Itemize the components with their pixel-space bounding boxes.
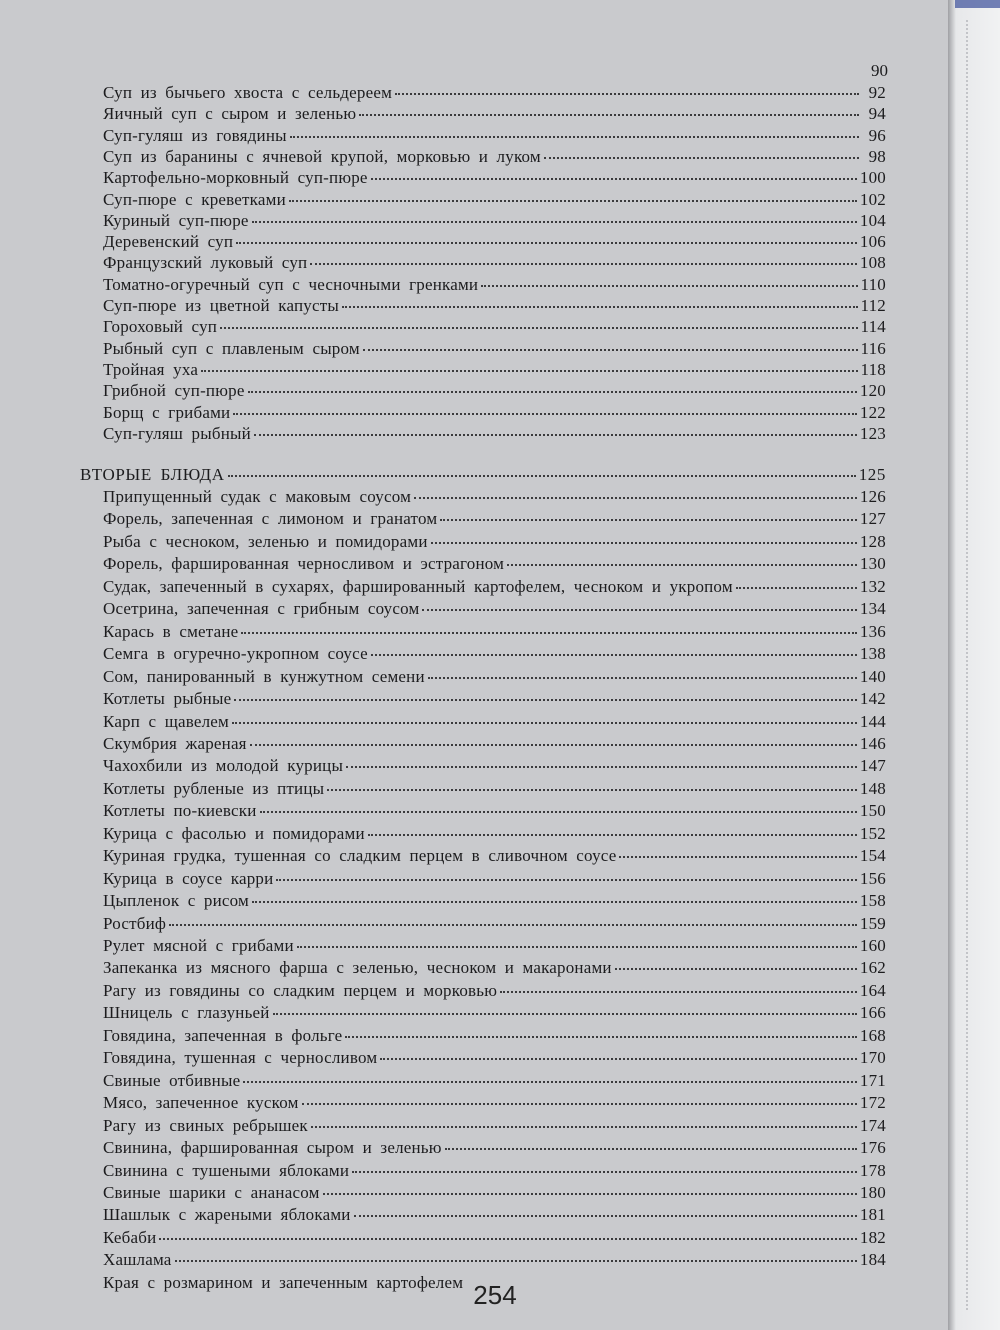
section-title: ВТОРЫЕ БЛЮДА bbox=[80, 465, 225, 484]
dot-leader bbox=[371, 178, 857, 180]
entry-page-number: 152 bbox=[859, 823, 886, 843]
dot-leader bbox=[252, 221, 857, 223]
toc-entry bbox=[103, 778, 886, 799]
entry-title: Суп-пюре из цветной капусты bbox=[103, 296, 339, 315]
dot-leader bbox=[169, 924, 857, 926]
toc-entry bbox=[103, 423, 886, 444]
dot-leader bbox=[431, 542, 857, 544]
toc-entry bbox=[103, 935, 886, 956]
entry-title: Запеканка из мясного фарша с зеленью, чесноком и макаронами bbox=[103, 958, 612, 978]
entry-title: Тройная уха bbox=[103, 359, 199, 379]
toc-entry bbox=[103, 1137, 886, 1158]
toc-entry bbox=[103, 486, 886, 507]
toc-entry bbox=[103, 252, 886, 273]
dot-leader bbox=[250, 744, 857, 746]
toc-entry bbox=[103, 733, 886, 754]
toc-leading-page-number: 90 bbox=[871, 61, 888, 80]
dot-leader bbox=[342, 306, 858, 308]
entry-title: Шашлык с жареными яблоками bbox=[103, 1205, 351, 1225]
entry-title: Суп из бычьего хвоста с сельдереем bbox=[103, 83, 393, 102]
entry-title: Деревенский суп bbox=[103, 232, 234, 252]
entry-page-number: 142 bbox=[859, 689, 886, 709]
entry-title: Свиные шарики с ананасом bbox=[103, 1182, 320, 1202]
entry-title: Свиные отбивные bbox=[103, 1070, 241, 1090]
dot-leader bbox=[500, 991, 857, 993]
dot-leader bbox=[254, 434, 857, 436]
toc-section-heading bbox=[80, 464, 886, 485]
dot-leader bbox=[507, 564, 857, 566]
entry-page-number: 104 bbox=[859, 210, 886, 230]
entry-page-number: 180 bbox=[859, 1182, 886, 1202]
dot-leader bbox=[201, 370, 857, 372]
cover-edge bbox=[955, 0, 1000, 8]
entry-title: Суп-пюре с креветками bbox=[103, 189, 286, 209]
book-page-right-edge bbox=[948, 0, 1000, 1330]
entry-page-number: 94 bbox=[868, 104, 886, 124]
entry-page-number: 172 bbox=[859, 1093, 886, 1113]
entry-title: Говядина, тушенная с черносливом bbox=[103, 1048, 378, 1068]
entry-page-number: 96 bbox=[868, 125, 886, 145]
toc-entry bbox=[103, 1227, 886, 1248]
toc-entry bbox=[103, 890, 886, 911]
toc-entry bbox=[103, 666, 886, 687]
entry-page-number: 170 bbox=[859, 1048, 886, 1068]
entry-page-number: 123 bbox=[859, 423, 886, 443]
entry-page-number: 125 bbox=[858, 465, 886, 484]
entry-page-number: 164 bbox=[859, 980, 886, 1000]
entry-page-number: 132 bbox=[859, 576, 886, 596]
entry-page-number: 134 bbox=[859, 599, 886, 619]
toc-entry bbox=[103, 231, 886, 252]
entry-title: Рыба с чесноком, зеленью и помидорами bbox=[103, 531, 428, 551]
entry-page-number: 181 bbox=[859, 1205, 886, 1225]
toc-entry bbox=[103, 531, 886, 552]
dot-leader bbox=[252, 901, 857, 903]
entry-page-number: 98 bbox=[868, 146, 886, 166]
dot-leader bbox=[363, 349, 858, 351]
dot-leader bbox=[414, 497, 857, 499]
toc-entry bbox=[103, 688, 886, 709]
entry-page-number: 100 bbox=[859, 168, 886, 188]
dot-leader bbox=[311, 1126, 857, 1128]
entry-title: Карп с щавелем bbox=[103, 711, 229, 731]
toc-entry bbox=[103, 957, 886, 978]
toc-entry bbox=[103, 1204, 886, 1225]
entry-title: Шницель с глазуньей bbox=[103, 1003, 270, 1023]
toc-entry bbox=[103, 868, 886, 889]
entry-title: Суп-гуляш рыбный bbox=[103, 423, 251, 443]
dot-leader bbox=[243, 1081, 857, 1083]
entry-title: Котлеты рубленые из птицы bbox=[103, 778, 325, 798]
dot-leader bbox=[175, 1260, 857, 1262]
dot-leader bbox=[220, 327, 857, 329]
entry-page-number: 176 bbox=[859, 1138, 886, 1158]
entry-title: Курица в соусе карри bbox=[103, 868, 274, 888]
entry-title: Скумбрия жареная bbox=[103, 733, 247, 753]
entry-page-number: 168 bbox=[859, 1025, 886, 1045]
entry-title: Форель, запеченная с лимоном и гранатом bbox=[103, 509, 438, 529]
dot-leader bbox=[368, 834, 857, 836]
entry-title: Кебаби bbox=[103, 1227, 157, 1247]
dot-leader bbox=[354, 1215, 857, 1217]
dot-leader bbox=[380, 1058, 857, 1060]
dot-leader bbox=[619, 856, 856, 858]
dot-leader bbox=[290, 136, 859, 138]
dot-leader bbox=[371, 654, 857, 656]
toc-entry bbox=[103, 711, 886, 732]
entry-title: Свинина, фаршированная сыром и зеленью bbox=[103, 1138, 442, 1158]
entry-page-number: 156 bbox=[859, 868, 886, 888]
dot-leader bbox=[352, 1171, 857, 1173]
entry-page-number: 182 bbox=[859, 1227, 886, 1247]
toc-entry bbox=[103, 1160, 886, 1181]
toc-entry bbox=[103, 621, 886, 642]
entry-page-number: 158 bbox=[859, 891, 886, 911]
entry-page-number: 166 bbox=[859, 1003, 886, 1023]
entry-title: Курица с фасолью и помидорами bbox=[103, 823, 365, 843]
entry-page-number: 106 bbox=[859, 232, 886, 252]
entry-title: Рагу из говядины со сладким перцем и морковью bbox=[103, 980, 498, 1000]
entry-page-number: 116 bbox=[860, 338, 886, 358]
dot-leader bbox=[544, 157, 859, 159]
toc-entry bbox=[103, 1025, 886, 1046]
entry-title: Котлеты рыбные bbox=[103, 689, 232, 709]
entry-title: Семга в огуречно-укропном соусе bbox=[103, 644, 368, 664]
dot-leader bbox=[428, 677, 857, 679]
toc-entry bbox=[103, 913, 886, 934]
dot-leader bbox=[302, 1103, 857, 1105]
dot-leader bbox=[445, 1148, 857, 1150]
toc-entry bbox=[103, 980, 886, 1001]
entry-title: Цыпленок с рисом bbox=[103, 891, 250, 911]
dot-leader bbox=[236, 242, 857, 244]
toc-entry bbox=[103, 508, 886, 529]
entry-page-number: 171 bbox=[859, 1070, 886, 1090]
dot-leader bbox=[232, 722, 857, 724]
page-number: 254 bbox=[473, 1280, 517, 1310]
entry-title: Французский луковый суп bbox=[103, 253, 308, 273]
toc-entry bbox=[103, 800, 886, 821]
toc-entry bbox=[103, 598, 886, 619]
entry-title: Судак, запеченный в сухарях, фаршированный картофелем, чесноком и укропом bbox=[103, 576, 733, 596]
toc-entry bbox=[103, 146, 886, 167]
toc-entry bbox=[103, 643, 886, 664]
dot-leader bbox=[276, 879, 856, 881]
entry-page-number: 144 bbox=[859, 711, 886, 731]
toc-entry bbox=[103, 576, 886, 597]
toc-entry bbox=[103, 1047, 886, 1068]
toc-entry bbox=[103, 103, 886, 124]
dot-leader bbox=[345, 1036, 856, 1038]
dot-leader bbox=[422, 609, 856, 611]
dot-leader bbox=[346, 766, 857, 768]
dot-leader bbox=[228, 475, 856, 477]
entry-page-number: 102 bbox=[859, 189, 886, 209]
binding-stitches bbox=[966, 20, 971, 1310]
dot-leader bbox=[323, 1193, 857, 1195]
entry-page-number: 108 bbox=[859, 253, 886, 273]
entry-page-number: 146 bbox=[859, 733, 886, 753]
entry-title: Свинина с тушеными яблоками bbox=[103, 1160, 350, 1180]
toc-entry bbox=[103, 1182, 886, 1203]
toc-entry bbox=[103, 380, 886, 401]
entry-title: Ростбиф bbox=[103, 913, 167, 933]
toc-entry bbox=[103, 125, 886, 146]
entry-title: Грибной суп-пюре bbox=[103, 381, 245, 401]
dot-leader bbox=[395, 93, 859, 95]
entry-title: Припущенный судак с маковым соусом bbox=[103, 487, 412, 506]
entry-page-number: 148 bbox=[859, 778, 886, 798]
dot-leader bbox=[289, 200, 857, 202]
toc-entry bbox=[103, 189, 886, 210]
entry-title: Суп-гуляш из говядины bbox=[103, 125, 287, 145]
toc-entry bbox=[103, 755, 886, 776]
entry-page-number: 128 bbox=[859, 531, 886, 551]
entry-page-number: 126 bbox=[859, 487, 886, 506]
toc-entry bbox=[103, 359, 886, 380]
toc-entry bbox=[103, 210, 886, 231]
toc-entry bbox=[103, 167, 886, 188]
toc-entry bbox=[103, 1249, 886, 1270]
dot-leader bbox=[615, 968, 857, 970]
entry-page-number: 174 bbox=[859, 1115, 886, 1135]
entry-page-number: 112 bbox=[860, 296, 886, 315]
entry-title: Мясо, запеченное куском bbox=[103, 1093, 299, 1113]
dot-leader bbox=[297, 946, 857, 948]
dot-leader bbox=[327, 789, 857, 791]
entry-title: Куриная грудка, тушенная со сладким перцем в сливочном соусе bbox=[103, 846, 617, 866]
dot-leader bbox=[273, 1013, 857, 1015]
toc-entry bbox=[103, 274, 886, 295]
dot-leader bbox=[159, 1238, 857, 1240]
toc-entry bbox=[103, 845, 886, 866]
toc-entry bbox=[103, 338, 886, 359]
dot-leader bbox=[248, 391, 857, 393]
entry-page-number: 136 bbox=[859, 621, 886, 641]
entry-title: Края с розмарином и запеченным картофелем bbox=[103, 1272, 464, 1292]
toc-entry bbox=[103, 553, 886, 574]
toc-entry bbox=[103, 295, 886, 316]
entry-title: Гороховый суп bbox=[103, 317, 218, 337]
entry-title: Говядина, запеченная в фольге bbox=[103, 1025, 343, 1045]
entry-title: Суп из баранины с ячневой крупой, морковью и луком bbox=[103, 146, 541, 166]
entry-title: Рагу из свиных ребрышек bbox=[103, 1115, 308, 1135]
entry-page-number: 118 bbox=[860, 359, 886, 379]
entry-title: Карась в сметане bbox=[103, 621, 239, 641]
entry-title: Борщ с грибами bbox=[103, 402, 231, 422]
entry-page-number: 178 bbox=[859, 1160, 886, 1180]
entry-page-number: 159 bbox=[859, 913, 886, 933]
entry-page-number: 138 bbox=[859, 644, 886, 664]
toc-entry bbox=[103, 82, 886, 103]
entry-title: Форель, фаршированная черносливом и эстрагоном bbox=[103, 554, 505, 574]
entry-title: Котлеты по-киевски bbox=[103, 801, 257, 821]
entry-page-number: 162 bbox=[859, 958, 886, 978]
entry-title: Томатно-огуречный суп с чесночными гренками bbox=[103, 274, 479, 294]
entry-page-number: 160 bbox=[859, 936, 886, 955]
entry-title: Куриный суп-пюре bbox=[103, 210, 249, 230]
entry-title: Осетрина, запеченная с грибным соусом bbox=[103, 599, 420, 619]
entry-title: Хашлама bbox=[103, 1250, 172, 1270]
entry-title: Чахохбили из молодой курицы bbox=[103, 756, 344, 776]
dot-leader bbox=[359, 114, 859, 116]
entry-page-number: 147 bbox=[859, 756, 886, 776]
entry-page-number: 140 bbox=[859, 666, 886, 686]
toc-entry bbox=[103, 1115, 886, 1136]
entry-page-number: 110 bbox=[860, 274, 886, 294]
toc-entry bbox=[103, 1092, 886, 1113]
entry-page-number: 92 bbox=[868, 83, 886, 102]
dot-leader bbox=[310, 263, 857, 265]
dot-leader bbox=[233, 413, 857, 415]
entry-page-number: 184 bbox=[859, 1250, 886, 1270]
entry-title: Картофельно-морковный суп-пюре bbox=[103, 168, 368, 188]
entry-page-number: 122 bbox=[859, 402, 886, 422]
dot-leader bbox=[260, 811, 857, 813]
entry-title: Сом, панированный в кунжутном семени bbox=[103, 666, 425, 686]
toc-entry bbox=[103, 823, 886, 844]
toc-entry bbox=[103, 316, 886, 337]
entry-page-number: 120 bbox=[859, 381, 886, 401]
toc-entry bbox=[103, 402, 886, 423]
entry-page-number: 154 bbox=[859, 846, 886, 866]
entry-title: Рулет мясной с грибами bbox=[103, 936, 294, 955]
dot-leader bbox=[481, 285, 857, 287]
entry-page-number: 127 bbox=[859, 509, 886, 529]
toc-entry bbox=[103, 1070, 886, 1091]
dot-leader bbox=[241, 632, 856, 634]
entry-page-number: 150 bbox=[859, 801, 886, 821]
dot-leader bbox=[736, 587, 857, 589]
entry-page-number: 114 bbox=[860, 317, 886, 337]
dot-leader bbox=[234, 699, 857, 701]
dot-leader bbox=[440, 519, 857, 521]
entry-title: Рыбный суп с плавленым сыром bbox=[103, 338, 360, 358]
toc-entry bbox=[103, 1002, 886, 1023]
entry-title: Яичный суп с сыром и зеленью bbox=[103, 104, 357, 124]
entry-page-number: 130 bbox=[859, 554, 886, 574]
